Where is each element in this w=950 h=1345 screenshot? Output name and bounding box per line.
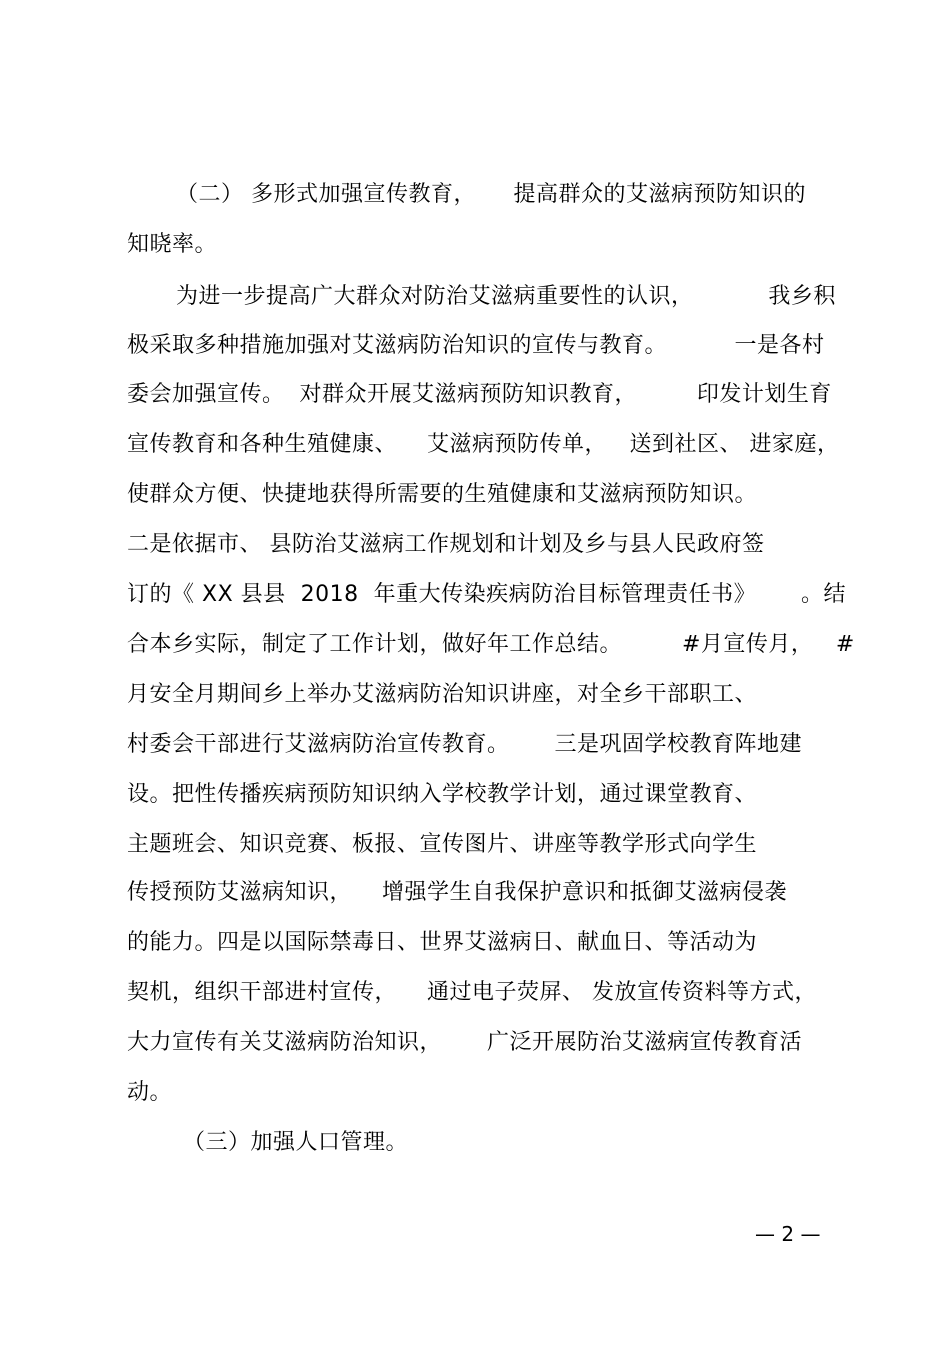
text-line: 二是依据市、 县防治艾滋病工作规划和计划及乡与县人民政府签 [127,532,765,557]
text-line: 的能力。四是以国际禁毒日、世界艾滋病日、献血日、等活动为 [127,930,758,955]
text-line: 宣传教育和各种生殖健康、 艾滋病预防传单， 送到社区、 进家庭， [127,432,840,457]
text-line: 传授预防艾滋病知识， 增强学生自我保护意识和抵御艾滋病侵袭 [127,880,787,905]
text-line: 动。 [127,1080,173,1105]
text-line: 设。把性传播疾病预防知识纳入学校教学计划，通过课堂教育、 [127,782,758,807]
text-line: 极采取多种措施加强对艾滋病防治知识的宣传与教育。 一是各村 [127,333,825,358]
text-line: 为进一步提高广大群众对防治艾滋病重要性的认识， 我乡积 [176,284,836,309]
text-line: 大力宣传有关艾滋病防治知识， 广泛开展防治艾滋病宣传教育活 [127,1030,802,1055]
text-line: 村委会干部进行艾滋病防治宣传教育。 三是巩固学校教育阵地建 [127,732,802,757]
text-line: 订的《 XX 县县 2018 年重大传染疾病防治目标管理责任书》 。结 [127,582,847,607]
text-line: 使群众方便、快捷地获得所需要的生殖健康和艾滋病预防知识。 [127,482,758,507]
text-line: 契机，组织干部进村宣传， 通过电子荧屏、 发放宣传资料等方式， [127,980,817,1005]
text-line: 知晓率。 [127,232,218,257]
section-heading-3: （三）加强人口管理。 [183,1130,409,1155]
text-line: 月安全月期间乡上举办艾滋病防治知识讲座，对全乡干部职工、 [127,682,758,707]
section-heading-2: （二） 多形式加强宣传教育， 提高群众的艾滋病预防知识的 [176,182,806,207]
text-line: 主题班会、知识竞赛、板报、宣传图片、讲座等教学形式向学生 [127,832,758,857]
page-number: — 2 — [755,1222,821,1246]
text-line: 合本乡实际，制定了工作计划，做好年工作总结。 #月宣传月， # [127,632,855,657]
text-line: 委会加强宣传。 对群众开展艾滋病预防知识教育， 印发计划生育 [127,382,832,407]
